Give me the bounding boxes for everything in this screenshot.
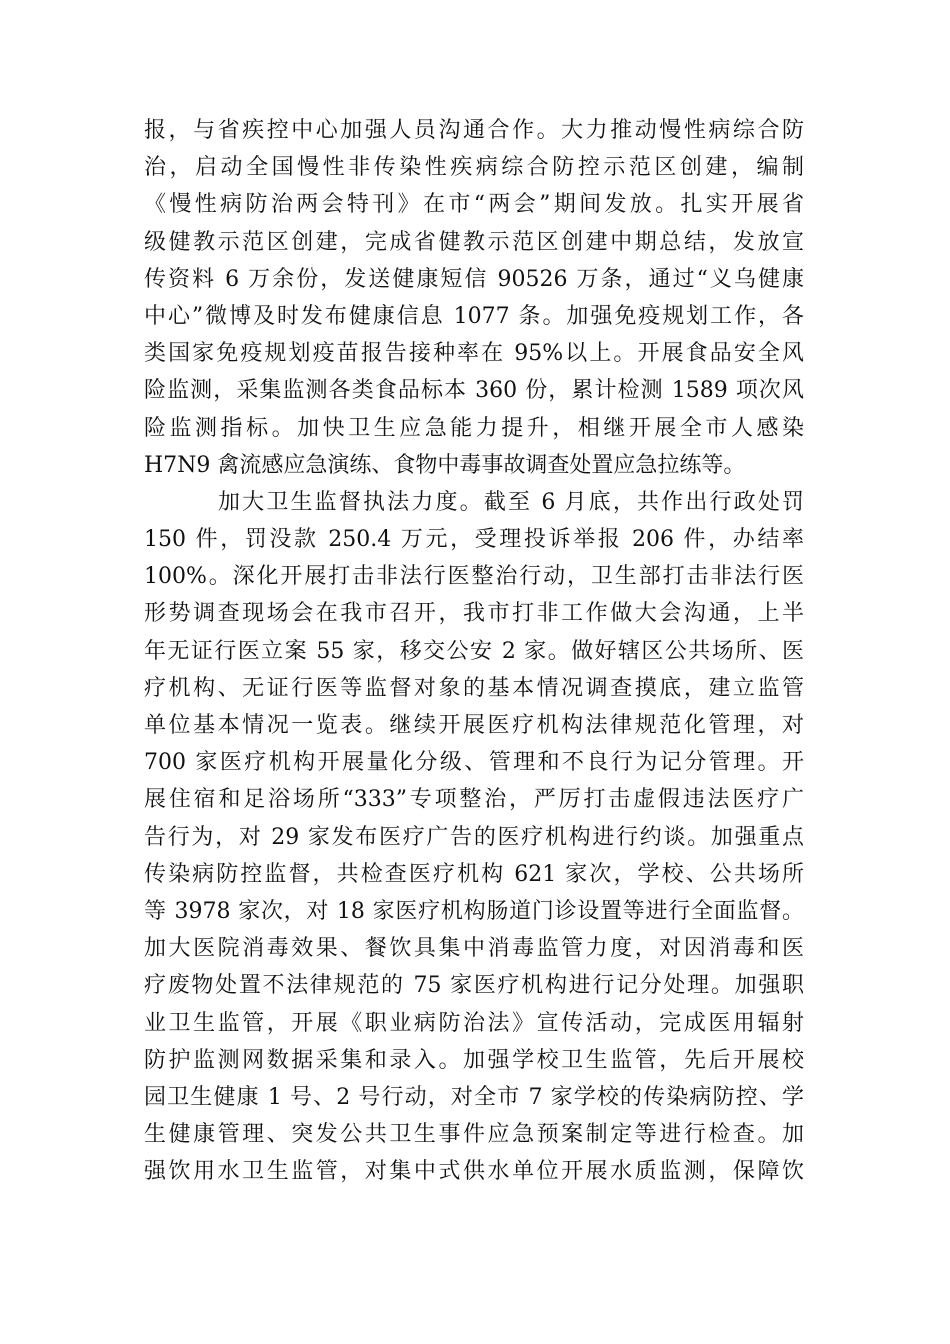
text-line: 等 3978 家次，对 18 家医疗机构肠道门诊设置等进行全面监督。 — [144, 898, 804, 924]
text-line: H7N9 禽流感应急演练、食物中毒事故调查处置应急拉练等。 — [144, 452, 746, 478]
text-line: 险监测，采集监测各类食品标本 360 份，累计检测 1589 项次风 — [144, 378, 804, 404]
text-line: 传资料 6 万余份，发送健康短信 90526 万条，通过“义乌健康 — [144, 266, 804, 292]
text-line: 报，与省疾控中心加强人员沟通合作。大力推动慢性病综合防 — [144, 118, 804, 143]
text-line: 150 件，罚没款 250.4 万元，受理投诉举报 206 件，办结率 — [144, 527, 804, 553]
text-line: 传染病防控监督，共检查医疗机构 621 家次，学校、公共场所 — [144, 861, 804, 887]
text-line: 告行为，对 29 家发布医疗广告的医疗机构进行约谈。加强重点 — [144, 824, 804, 850]
text-line: 生健康管理、突发公共卫生事件应急预案制定等进行检查。加 — [144, 1122, 804, 1148]
document-body — [144, 112, 804, 1190]
text-line: 形势调查现场会在我市召开，我市打非工作做大会沟通，上半 — [144, 601, 804, 627]
text-line: 业卫生监管，开展《职业病防治法》宣传活动，完成医用辐射 — [144, 1010, 804, 1036]
text-line: 疗机构、无证行医等监督对象的基本情况调查摸底，建立监管 — [144, 675, 804, 701]
text-line: 强饮用水卫生监管，对集中式供水单位开展水质监测，保障饮 — [144, 1159, 804, 1185]
text-line: 类国家免疫规划疫苗报告接种率在 95%以上。开展食品安全风 — [144, 341, 804, 367]
text-line: 展住宿和足浴场所“333”专项整治，严厉打击虚假违法医疗广 — [144, 787, 804, 813]
text-line: 单位基本情况一览表。继续开展医疗机构法律规范化管理，对 — [144, 713, 804, 738]
text-line: 疗废物处置不法律规范的 75 家医疗机构进行记分处理。加强职 — [144, 973, 804, 999]
text-line: 险监测指标。加快卫生应急能力提升，相继开展全市人感染 — [144, 415, 804, 441]
paragraph-1 — [144, 112, 804, 484]
text-line: 园卫生健康 1 号、2 号行动，对全市 7 家学校的传染病防控、学 — [144, 1084, 804, 1110]
text-line: 中心”微博及时发布健康信息 1077 条。加强免疫规划工作，各 — [144, 303, 804, 329]
text-line: 年无证行医立案 55 家，移交公安 2 家。做好辖区公共场所、医 — [144, 638, 804, 664]
text-line: 《慢性病防治两会特刊》在市“两会”期间发放。扎实开展省 — [144, 192, 804, 218]
text-line: 加大医院消毒效果、餐饮具集中消毒监管力度，对因消毒和医 — [144, 936, 804, 962]
paragraph-2 — [144, 484, 804, 1191]
text-line: 加大卫生监督执法力度。截至 6 月底，共作出行政处罚 — [218, 489, 804, 515]
text-line: 700 家医疗机构开展量化分级、管理和不良行为记分管理。开 — [144, 750, 804, 776]
text-line: 100%。深化开展打击非法行医整治行动，卫生部打击非法行医 — [144, 564, 804, 590]
text-line: 防护监测网数据采集和录入。加强学校卫生监管，先后开展校 — [144, 1047, 804, 1073]
text-line: 级健教示范区创建，完成省健教示范区创建中期总结，发放宣 — [144, 229, 804, 255]
text-line: 治，启动全国慢性非传染性疾病综合防控示范区创建，编制 — [144, 155, 804, 181]
